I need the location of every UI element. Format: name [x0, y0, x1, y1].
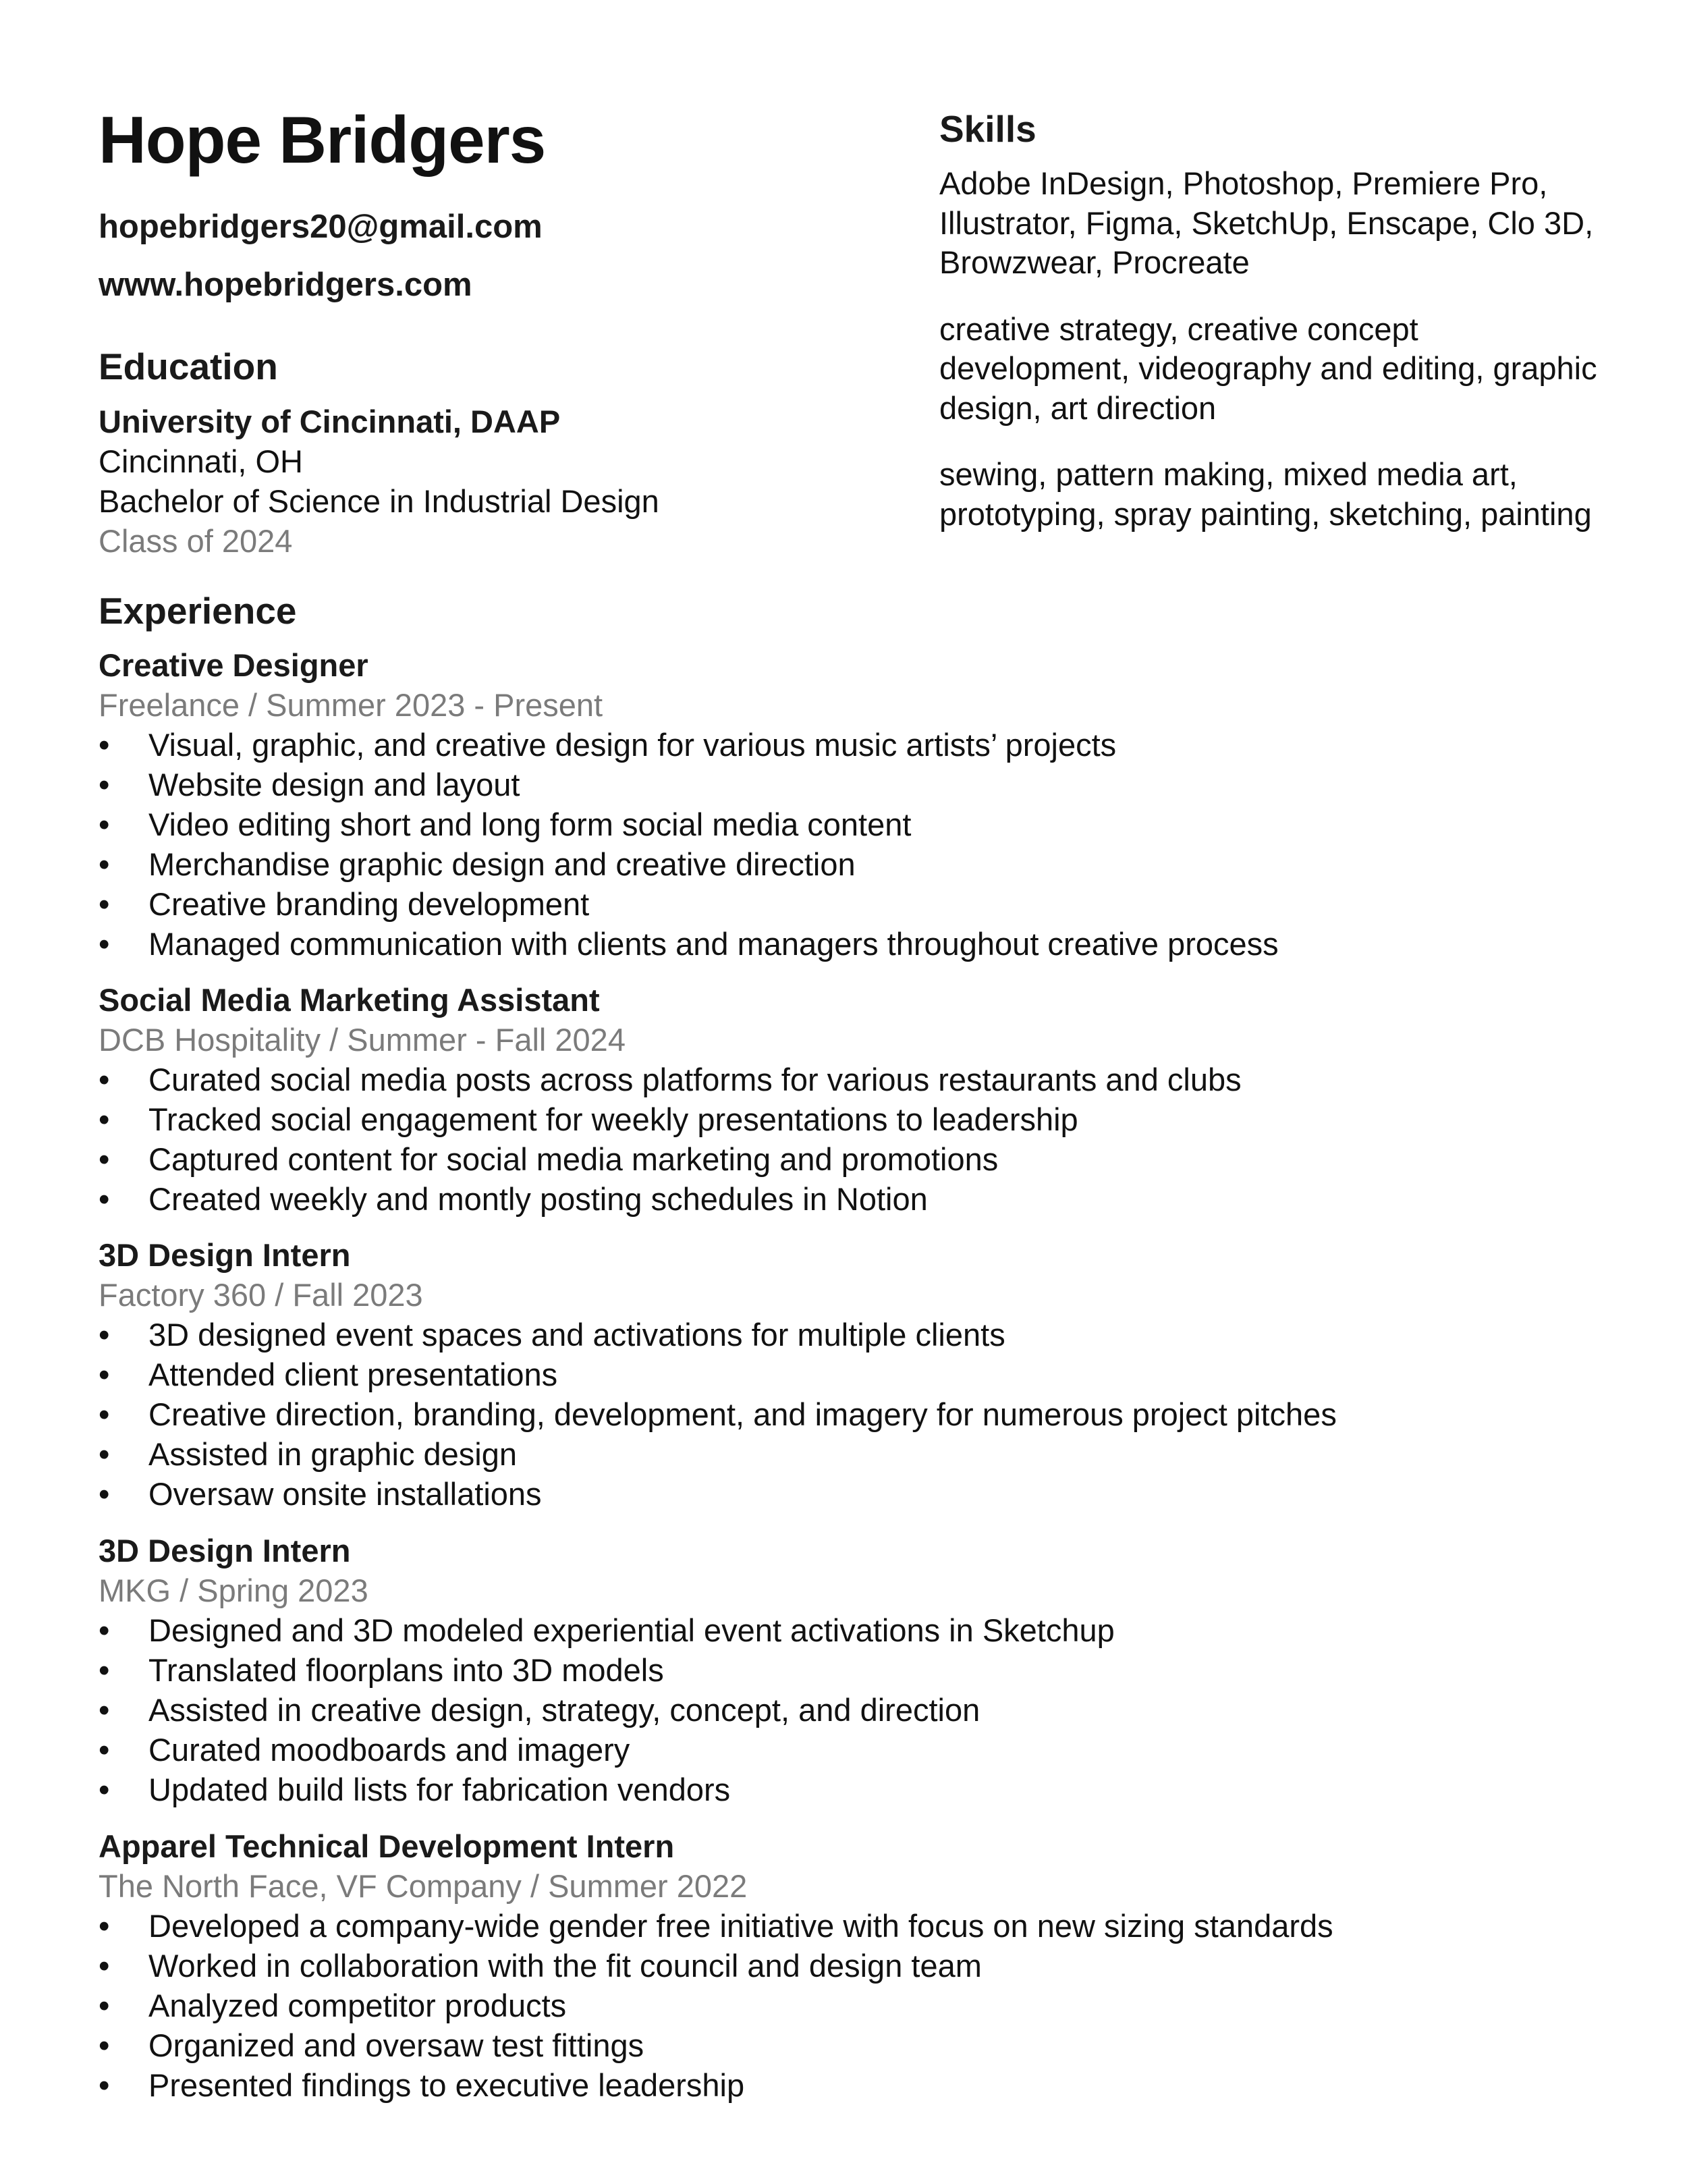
bullet-mark: •: [99, 2027, 110, 2063]
bullet-mark: •: [99, 727, 110, 763]
bullet-mark: •: [99, 1948, 110, 1984]
job-bullet: • Tracked social engagement for weekly presentations to leadership: [99, 1099, 1617, 1139]
experience-heading: Experience: [99, 590, 297, 632]
job-bullet: • Analyzed competitor products: [99, 1986, 1617, 2025]
job-bullet: • Merchandise graphic design and creative direction: [99, 844, 1617, 884]
job-title: Apparel Technical Development Intern: [99, 1828, 675, 1864]
job-bullet: • Updated build lists for fabrication vendors: [99, 1770, 1617, 1809]
bullet-mark: •: [99, 1908, 110, 1944]
job-entry: [99, 1235, 1617, 1514]
bullet-mark: •: [99, 886, 110, 922]
bullet-mark: •: [99, 1772, 110, 1807]
job-meta: Freelance / Summer 2023 - Present: [99, 687, 603, 723]
job-bullet: • Organized and oversaw test fittings: [99, 2025, 1617, 2065]
job-entry: [99, 645, 1617, 964]
job-bullet: • Captured content for social media marketing and promotions: [99, 1139, 1617, 1179]
job-bullet: • Creative branding development: [99, 884, 1617, 924]
bullet-mark: •: [99, 1692, 110, 1728]
website-link[interactable]: www.hopebridgers.com: [99, 267, 472, 303]
bullet-mark: •: [99, 807, 110, 842]
job-bullet: • Curated moodboards and imagery: [99, 1730, 1617, 1770]
bullet-mark: •: [99, 767, 110, 802]
bullet-mark: •: [99, 2067, 110, 2103]
job-bullets: [99, 1315, 1617, 1514]
job-entry: [99, 1531, 1617, 1809]
job-bullets: [99, 1906, 1617, 2105]
bullet-mark: •: [99, 1062, 110, 1097]
job-bullets: [99, 1610, 1617, 1809]
job-bullets: [99, 725, 1617, 964]
bullet-mark: •: [99, 1652, 110, 1688]
job-title: 3D Design Intern: [99, 1533, 351, 1568]
job-title: Creative Designer: [99, 647, 368, 683]
job-meta: MKG / Spring 2023: [99, 1573, 368, 1608]
job-bullet: • Developed a company-wide gender free initiative with focus on new sizing standards: [99, 1906, 1617, 1946]
bullet-mark: •: [99, 1476, 110, 1512]
bullet-mark: •: [99, 1436, 110, 1472]
email-link[interactable]: hopebridgers20@gmail.com: [99, 209, 543, 245]
bullet-mark: •: [99, 1181, 110, 1217]
job-meta: Factory 360 / Fall 2023: [99, 1277, 423, 1313]
skills-group-creative: creative strategy, creative concept development, videography and editing, graphic design, art direction: [939, 310, 1597, 426]
job-bullet: • Assisted in creative design, strategy, concept, and direction: [99, 1690, 1617, 1730]
resume-name: Hope Bridgers: [99, 103, 546, 177]
bullet-mark: •: [99, 1357, 110, 1392]
bullet-mark: •: [99, 926, 110, 962]
education-degree: Bachelor of Science in Industrial Design: [99, 483, 659, 519]
job-meta: DCB Hospitality / Summer - Fall 2024: [99, 1022, 626, 1058]
bullet-mark: •: [99, 1317, 110, 1353]
job-entry: [99, 980, 1617, 1219]
bullet-mark: •: [99, 1612, 110, 1648]
job-bullet: • Managed communication with clients and managers throughout creative process: [99, 924, 1617, 964]
job-bullet: • Website design and layout: [99, 765, 1617, 804]
skills-group-software: Adobe InDesign, Photoshop, Premiere Pro, Illustrator, Figma, SketchUp, Enscape, Clo 3D, Browzwear, Procreate: [939, 165, 1594, 280]
skills-group-craft: sewing, pattern making, mixed media art, prototyping, spray painting, sketching, painting: [939, 456, 1592, 532]
job-title: 3D Design Intern: [99, 1237, 351, 1273]
education-location: Cincinnati, OH: [99, 443, 303, 479]
job-meta: The North Face, VF Company / Summer 2022: [99, 1868, 748, 1904]
education-class: Class of 2024: [99, 523, 293, 559]
job-entry: [99, 1826, 1617, 2105]
bullet-mark: •: [99, 1732, 110, 1768]
education-heading: Education: [99, 346, 278, 387]
job-bullet: • Translated floorplans into 3D models: [99, 1650, 1617, 1690]
job-title: Social Media Marketing Assistant: [99, 982, 600, 1018]
job-bullet: • 3D designed event spaces and activations for multiple clients: [99, 1315, 1617, 1355]
education-school: University of Cincinnati, DAAP: [99, 404, 561, 439]
skills-list: [939, 164, 1614, 561]
job-bullet: • Video editing short and long form social media content: [99, 804, 1617, 844]
job-bullets: [99, 1060, 1617, 1219]
job-bullet: • Worked in collaboration with the fit council and design team: [99, 1946, 1617, 1986]
job-bullet: • Visual, graphic, and creative design for various music artists’ projects: [99, 725, 1617, 765]
job-bullet: • Curated social media posts across platforms for various restaurants and clubs: [99, 1060, 1617, 1099]
bullet-mark: •: [99, 846, 110, 882]
bullet-mark: •: [99, 1141, 110, 1177]
job-bullet: • Assisted in graphic design: [99, 1434, 1617, 1474]
job-bullet: • Created weekly and montly posting schedules in Notion: [99, 1179, 1617, 1219]
job-bullet: • Creative direction, branding, development, and imagery for numerous project pitches: [99, 1394, 1617, 1434]
job-bullet: • Attended client presentations: [99, 1355, 1617, 1394]
bullet-mark: •: [99, 1396, 110, 1432]
job-bullet: • Designed and 3D modeled experiential event activations in Sketchup: [99, 1610, 1617, 1650]
bullet-mark: •: [99, 1101, 110, 1137]
job-bullet: • Oversaw onsite installations: [99, 1474, 1617, 1514]
job-bullet: • Presented findings to executive leadership: [99, 2065, 1617, 2105]
skills-heading: Skills: [939, 108, 1036, 150]
bullet-mark: •: [99, 1988, 110, 2023]
